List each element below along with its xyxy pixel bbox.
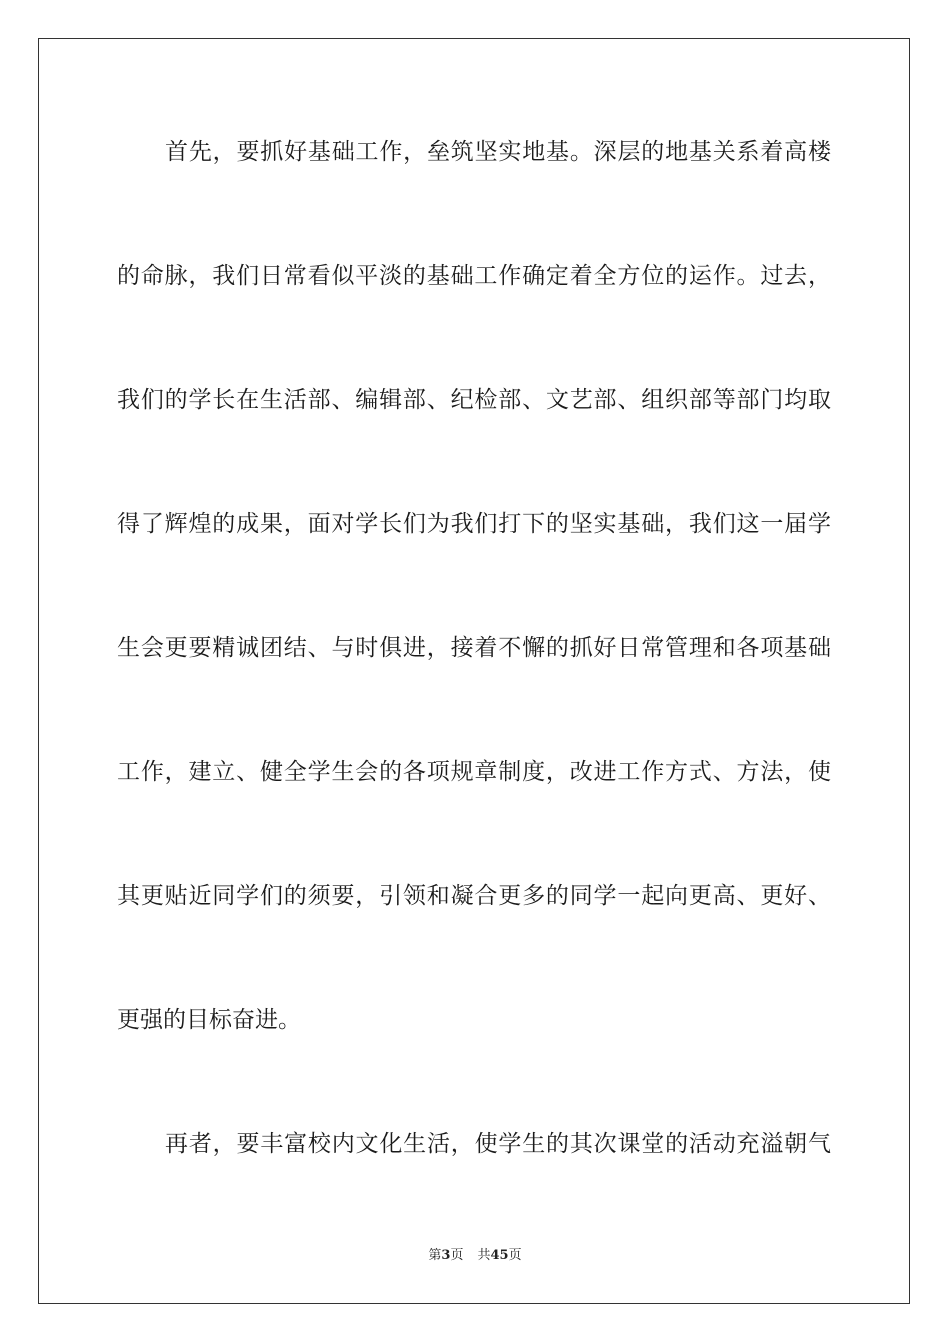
paragraph-line: 工作，建立、健全学生会的各项规章制度，改进工作方式、方法，使 bbox=[117, 759, 831, 785]
paragraph-line: 更强的目标奋进。 bbox=[117, 1007, 301, 1033]
total-suffix: 页 bbox=[508, 1248, 522, 1263]
page-prefix: 第 bbox=[428, 1248, 442, 1263]
page-total: 45 bbox=[490, 1248, 509, 1263]
paragraph-line: 生会更要精诚团结、与时俱进，接着不懈的抓好日常管理和各项基础 bbox=[117, 635, 831, 661]
page-border bbox=[38, 38, 910, 1304]
paragraph-line: 其更贴近同学们的须要，引领和凝合更多的同学一起向更高、更好、 bbox=[117, 883, 831, 909]
total-prefix: 共 bbox=[477, 1248, 491, 1263]
paragraph-line: 的命脉，我们日常看似平淡的基础工作确定着全方位的运作。过去， bbox=[117, 263, 831, 289]
paragraph-line: 我们的学长在生活部、编辑部、纪检部、文艺部、组织部等部门均取 bbox=[117, 387, 831, 413]
page-current: 3 bbox=[441, 1248, 451, 1263]
page-footer bbox=[0, 1247, 950, 1265]
paragraph-line: 得了辉煌的成果，面对学长们为我们打下的坚实基础，我们这一届学 bbox=[117, 511, 831, 537]
page-suffix: 页 bbox=[450, 1248, 464, 1263]
paragraph-line: 再者，要丰富校内文化生活，使学生的其次课堂的活动充溢朝气 bbox=[165, 1131, 831, 1157]
paragraph-line: 首先，要抓好基础工作，垒筑坚实地基。深层的地基关系着高楼 bbox=[165, 139, 831, 165]
